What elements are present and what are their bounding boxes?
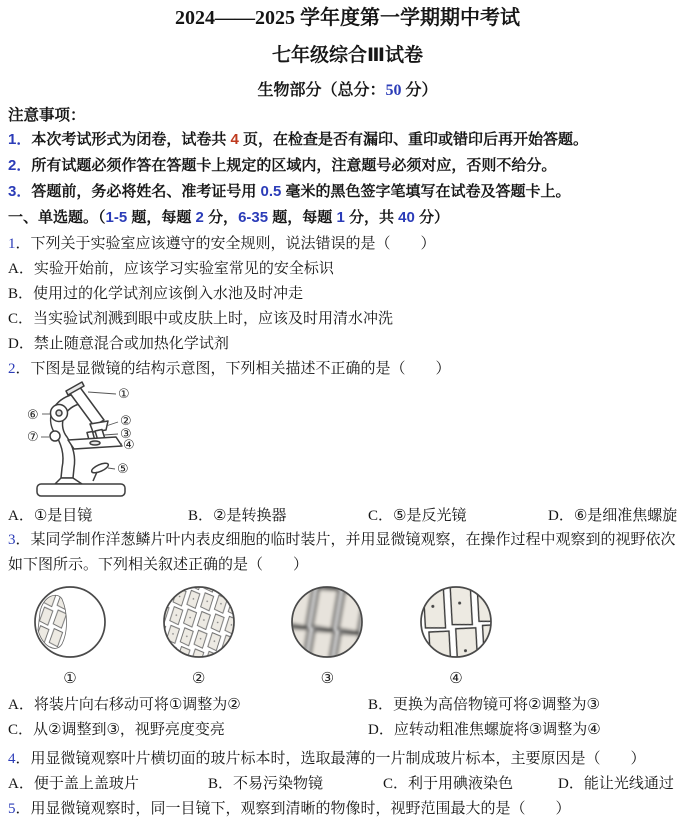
question-4-stem: 4．用显微镜观察叶片横切面的玻片标本时，选取最薄的一片制成玻片标本，主要原因是（ ） xyxy=(8,751,646,767)
question-3-option-a: A．将装片向右移动可将①调整为② xyxy=(8,697,241,713)
microscope-label-3: ③ xyxy=(120,427,132,442)
view-2-block xyxy=(161,584,237,687)
question-2-option-d: D．⑥是细准焦螺旋 xyxy=(548,508,678,524)
question-2-stem: 2．下图是显微镜的结构示意图，下列相关描述不正确的是（ ） xyxy=(8,361,451,377)
view-3-label: ③ xyxy=(320,669,335,687)
section-header-single-choice: 一、单选题。（1-5 题，每题 2 分，6-35 题，每题 1 分，共 40 分） xyxy=(8,209,449,226)
view-3-block xyxy=(289,584,365,687)
question-4-option-d: D．能让光线通过 xyxy=(558,776,674,792)
question-2-option-a: A．①是目镜 xyxy=(8,508,93,524)
question-3-stem: 3．某同学制作洋葱鳞片叶内表皮细胞的临时装片，并用显微镜观察，在操作过程中观察到的视野依次如下图所示。下列相关叙述正确的是（ ） xyxy=(8,532,676,573)
microscope-label-7: ⑦ xyxy=(27,430,39,445)
question-3-options-grid xyxy=(8,693,687,743)
view-1-image xyxy=(32,584,108,660)
question-1-option-b: B．使用过的化学试剂应该倒入水池及时冲走 xyxy=(8,286,304,302)
notice-item-2: 2．所有试题必须作答在答题卡上规定的区域内，注意题号必须对应，否则不给分。 xyxy=(8,157,557,174)
exam-subtitle: 七年级综合Ⅲ试卷 xyxy=(272,45,423,66)
question-1-option-d: D．禁止随意混合或加热化学试剂 xyxy=(8,336,229,352)
question-4-option-c: C．利于用碘液染色 xyxy=(383,776,514,792)
question-2-option-b: B．②是转换器 xyxy=(188,508,287,524)
view-3-image xyxy=(289,584,365,660)
view-4-block xyxy=(418,584,494,687)
question-1-stem: 1．下列关于实验室应该遵守的安全规则，说法错误的是（ ） xyxy=(8,236,436,252)
question-1-option-a: A．实验开始前，应该学习实验室常见的安全标识 xyxy=(8,261,334,277)
question-1-option-c: C．当实验试剂溅到眼中或皮肤上时，应该及时用清水冲洗 xyxy=(8,311,394,327)
question-2-options-row xyxy=(8,504,687,528)
question-3-option-b: B．更换为高倍物镜可将②调整为③ xyxy=(368,697,600,713)
microscope-figure xyxy=(22,382,687,504)
microscope-label-4: ④ xyxy=(123,438,135,453)
microscope-label-1: ① xyxy=(118,387,130,402)
microscope-diagram xyxy=(22,382,172,504)
question-4-option-a: A．便于盖上盖玻片 xyxy=(8,776,139,792)
view-1-label: ① xyxy=(63,669,77,687)
notice-item-3: 3．答题前，务必将姓名、准考证号用 0.5 毫米的黑色签字笔填写在试卷及答题卡上。 xyxy=(8,183,571,200)
question-3-option-c: C．从②调整到③，视野亮度变亮 xyxy=(8,722,225,738)
microscope-label-2: ② xyxy=(120,414,132,429)
question-4-options-row xyxy=(8,772,687,797)
exam-title: 2024——2025 学年度第一学期期中考试 xyxy=(175,7,520,29)
subject-score-line: 生物部分（总分：50 分） xyxy=(257,82,438,99)
notice-heading: 注意事项： xyxy=(8,107,86,124)
microscope-drawing xyxy=(37,382,125,496)
view-4-image xyxy=(418,584,494,660)
question-3-option-d: D．应转动粗准焦螺旋将③调整为④ xyxy=(368,722,601,738)
view-1-block xyxy=(32,584,108,687)
view-2-label: ② xyxy=(191,669,206,687)
microscope-label-5: ⑤ xyxy=(117,462,129,477)
view-4-label: ④ xyxy=(449,669,463,687)
microscope-label-6: ⑥ xyxy=(27,408,39,423)
notice-item-1: 1．本次考试形式为闭卷，试卷共 4 页，在检查是否有漏印、重印或错印后再开始答题。 xyxy=(8,131,589,148)
view-2-image xyxy=(161,584,237,660)
question-4-option-b: B．不易污染物镜 xyxy=(208,776,324,792)
microscope-views-figure xyxy=(32,584,494,687)
question-5-stem-clipped: 5．用显微镜观察时，同一目镜下，观察到清晰的物像时，视野范围最大的是（ ） xyxy=(8,801,571,817)
question-2-option-c: C．⑤是反光镜 xyxy=(368,508,467,524)
